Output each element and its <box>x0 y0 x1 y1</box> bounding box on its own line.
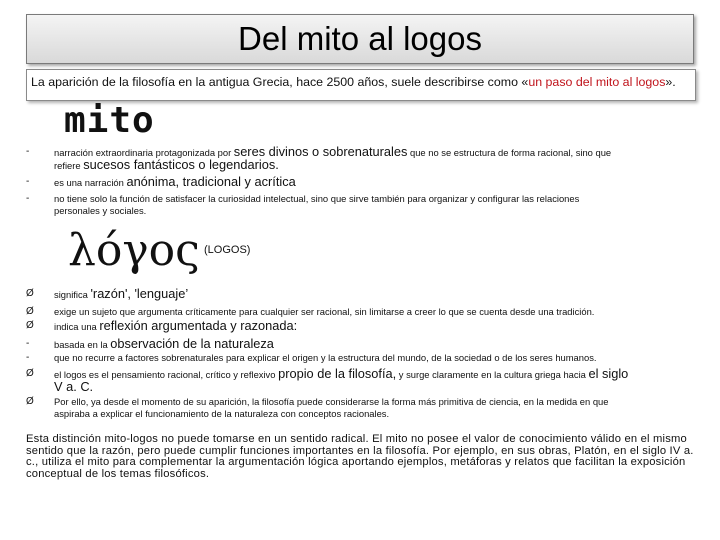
logos-item-6-b: propio de la filosofía, <box>278 366 397 381</box>
mito-item-1-d: refiere <box>54 160 84 171</box>
mito-item-1-c: que no se estructura de forma racional, sino que <box>407 147 612 158</box>
mito-item-3-b: personales y sociales. <box>54 205 147 216</box>
mito-item-3-a: no tiene solo la función de satisfacer la curiosidad intelectual, sino que sirve también para organizar y configurar las relaciones <box>54 193 580 204</box>
bullet-dash: - <box>26 146 30 157</box>
logos-item-1-b: 'razón', 'lenguaje’ <box>90 286 189 301</box>
bullet-dash: - <box>26 352 30 363</box>
logos-item-6-a: el logos es el pensamiento racional, crítico y reflexivo <box>54 369 279 380</box>
bullet-arrow: Ø <box>26 368 34 379</box>
logos-item-1-a: significa <box>54 289 91 300</box>
logos-item-6-c: y surge claramente en la cultura griega hacia <box>396 369 589 380</box>
mito-item-2-b: anónima, tradicional y acrítica <box>126 174 296 189</box>
title-banner <box>26 14 694 64</box>
intro-highlight: un paso del mito al logos <box>528 75 666 89</box>
mito-item-1-e: sucesos fantásticos o legendarios. <box>83 157 279 172</box>
mito-word-image: mito <box>64 100 155 141</box>
logos-item-2-a: exige un sujeto que argumenta críticamente para cualquier ser racional, sin limitarse a creer lo que se cuenta desde una tradición. <box>54 306 595 317</box>
intro-box <box>26 69 696 101</box>
logos-item-4-a: basada en la <box>54 339 111 350</box>
bullet-dash: - <box>26 176 30 187</box>
logos-item-3-a: indica una <box>54 321 100 332</box>
logos-tag: (LOGOS) <box>204 244 251 256</box>
bullet-dash: - <box>26 193 30 204</box>
logos-item-6-d: el siglo <box>588 366 629 381</box>
bullet-arrow: Ø <box>26 320 34 331</box>
bullet-arrow: Ø <box>26 306 34 317</box>
intro-end: ». <box>665 75 676 89</box>
closing-paragraph: Esta distinción mito-logos no puede tomarse en un sentido radical. El mito no posee el valor de conocimiento válido en el mismo sentido que la razón, pero puede cumplir funciones importantes en la filosofía. Por ejemplo, en sus obras, Platón, en el siglo IV a. c., utiliza el mito para complementar la argumentación lógica aportando ejemplos, metáforas y relatos que facilitan la exposición conceptual de los temas filosóficos. <box>26 433 694 480</box>
mito-item-2-a: es una narración <box>54 177 127 188</box>
intro-text: La aparición de la filosofía en la antigua Grecia, hace 2500 años, suele describirse como « <box>31 75 529 89</box>
bullet-dash: - <box>26 338 30 349</box>
mito-item-1-b: seres divinos o sobrenaturales <box>233 144 408 159</box>
page-title: Del mito al logos <box>238 20 482 57</box>
bullet-arrow: Ø <box>26 288 34 299</box>
logos-item-6-e: V a. C. <box>54 379 94 394</box>
logos-item-4-b: observación de la naturaleza <box>110 336 274 351</box>
bullet-arrow: Ø <box>26 396 34 407</box>
logos-item-3-b: reflexión argumentada y razonada: <box>99 318 298 333</box>
mito-item-1-a: narración extraordinaria protagonizada por <box>54 147 234 158</box>
logos-item-7-a: Por ello, ya desde el momento de su aparición, la filosofía puede considerarse la forma más primitiva de ciencia, en la medida en que <box>54 396 609 407</box>
logos-word-image: λόγος <box>68 225 200 276</box>
logos-item-5-a: que no recurre a factores sobrenaturales para explicar el origen y la estructura del mundo, de la sociedad o de los seres humanos. <box>54 352 597 363</box>
logos-item-7-b: aspiraba a explicar el funcionamiento de la naturaleza con conceptos racionales. <box>54 408 390 419</box>
